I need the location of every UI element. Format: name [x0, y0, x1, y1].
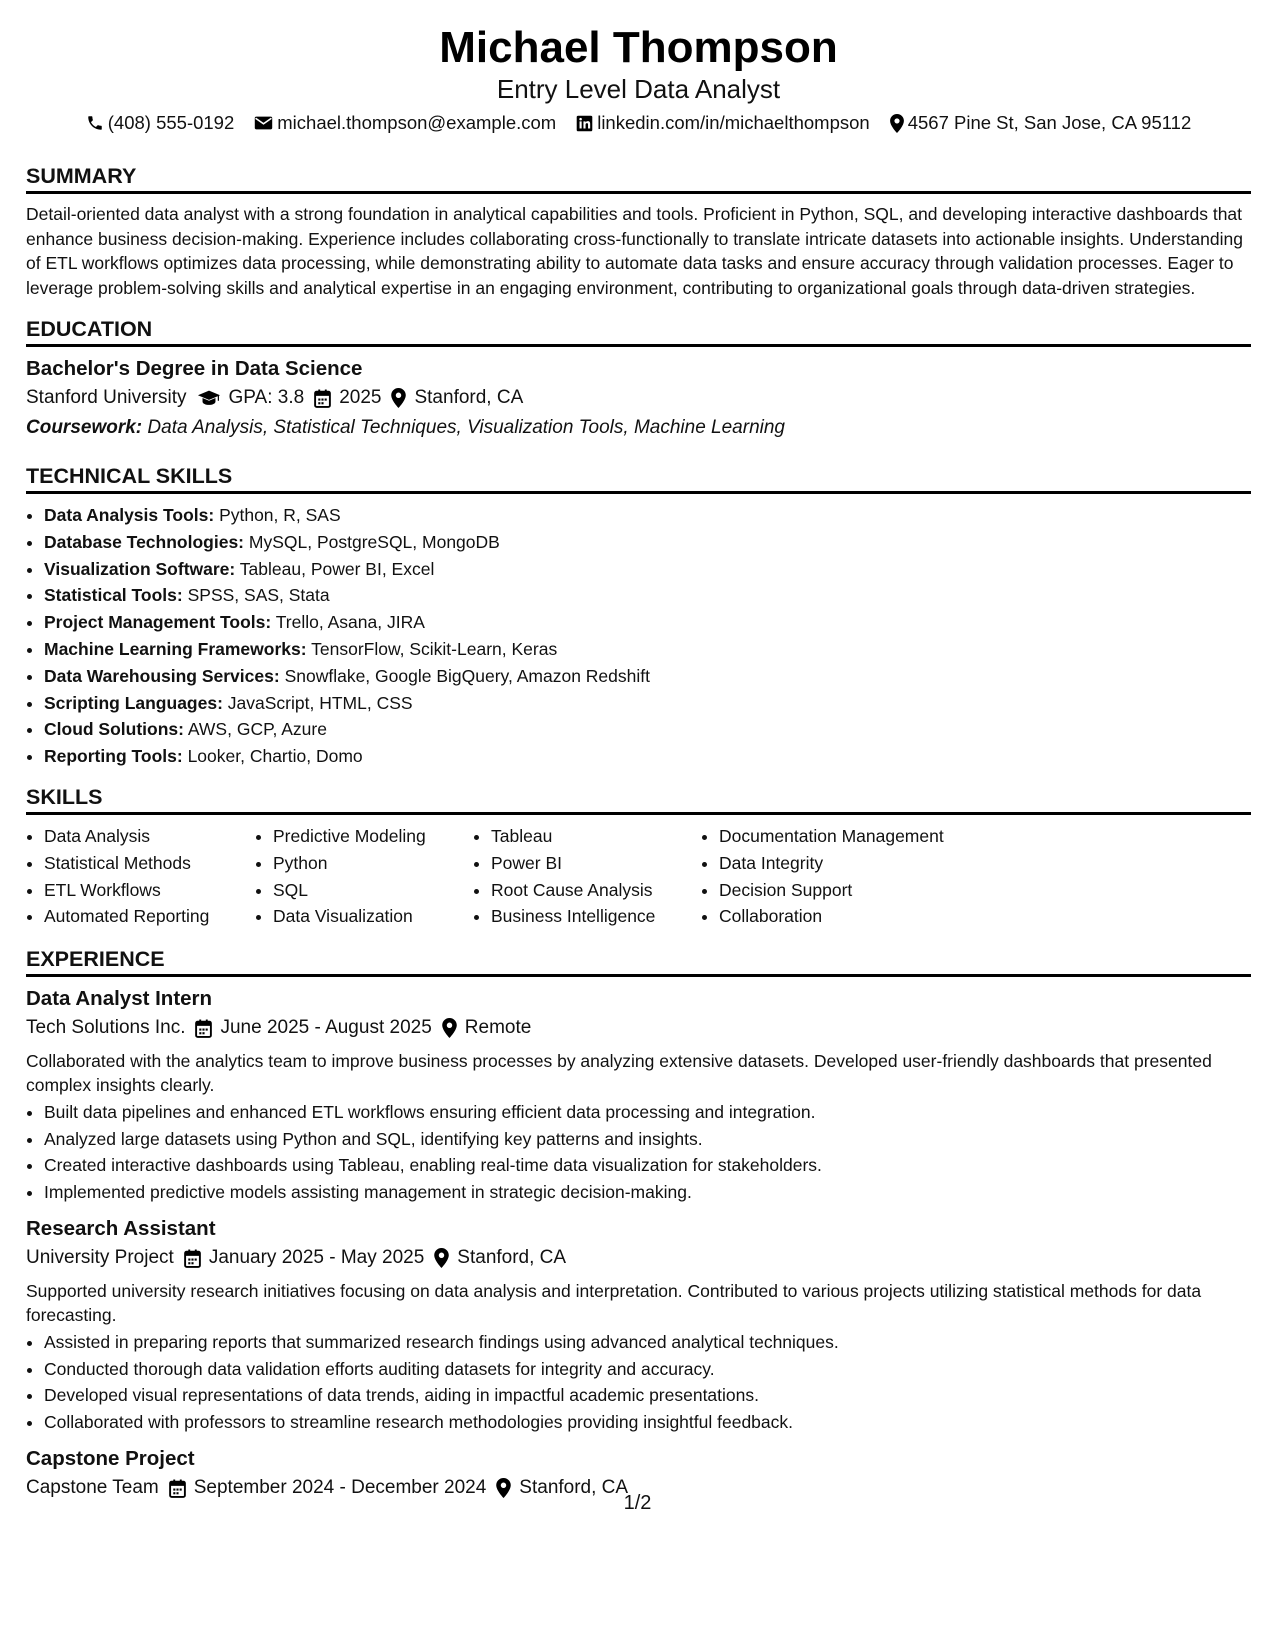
position-meta: [26, 1243, 1251, 1273]
linkedin-icon: [576, 115, 593, 132]
skills-column: [473, 823, 701, 930]
skill-values: JavaScript, HTML, CSS: [227, 692, 413, 713]
phone-icon: [86, 114, 104, 132]
coursework-label: Coursework:: [26, 417, 143, 438]
list-item: [44, 690, 1251, 717]
skill-values: AWS, GCP, Azure: [187, 719, 327, 740]
education-meta: [26, 383, 1251, 413]
technical-skills-list: [26, 502, 1251, 770]
contact-email[interactable]: [254, 111, 556, 135]
list-item: • Analyzed large datasets using Python and SQL, identifying key patterns and insights.: [44, 1126, 1251, 1153]
list-item: • Automated Reporting: [44, 903, 255, 930]
skills-column: [255, 823, 473, 930]
organization-name: Tech Solutions Inc.: [26, 1017, 186, 1039]
map-marker-icon: [442, 1018, 457, 1038]
skill-values: Tableau, Power BI, Excel: [239, 558, 435, 579]
envelope-icon: [254, 115, 273, 131]
page-number: 1/2: [623, 1492, 652, 1514]
experience-entry: [26, 985, 1251, 1205]
list-item: • Assisted in preparing reports that summarized research findings using advanced analytical techniques.: [44, 1329, 1251, 1356]
school-location: Stanford, CA: [414, 387, 524, 408]
organization-name: Capstone Team: [26, 1477, 159, 1499]
list-item: • SQL: [273, 877, 473, 904]
calendar-icon: [195, 1019, 212, 1038]
school-location-item: [391, 383, 523, 413]
position-dates: September 2024 - December 2024: [193, 1477, 487, 1499]
position-location: Remote: [464, 1017, 532, 1039]
list-item: • Python: [273, 850, 473, 877]
position-bullets: [26, 1329, 1251, 1435]
list-item: • Collaboration: [719, 903, 944, 930]
skill-category: Cloud Solutions:: [44, 719, 184, 740]
coursework-list: Data Analysis, Statistical Techniques, Visualization Tools, Machine Learning: [147, 417, 785, 438]
position-location: Stanford, CA: [519, 1477, 629, 1499]
summary-heading: SUMMARY: [26, 163, 1251, 194]
graduation-year-item: [314, 383, 381, 413]
map-marker-icon: [391, 388, 406, 408]
job-title: Entry Level Data Analyst: [496, 74, 781, 104]
list-item: • Developed visual representations of data trends, aiding in impactful academic presentations.: [44, 1382, 1251, 1409]
calendar-icon: [184, 1249, 201, 1268]
position-meta: [26, 1013, 1251, 1043]
candidate-name: Michael Thompson: [439, 23, 838, 72]
skill-category: Reporting Tools:: [44, 746, 183, 767]
coursework-line: [26, 413, 1251, 443]
skill-values: Snowflake, Google BigQuery, Amazon Redshift: [284, 665, 650, 686]
experience-entry: [26, 1215, 1251, 1435]
degree-title: Bachelor's Degree in Data Science: [26, 357, 363, 380]
list-item: • Created interactive dashboards using Tableau, enabling real-time data visualization for stakeholders.: [44, 1152, 1251, 1179]
gpa-text: GPA: 3.8: [228, 387, 305, 408]
list-item: • Data Integrity: [719, 850, 944, 877]
list-item: • Data Analysis: [44, 823, 255, 850]
position-title: Research Assistant: [26, 1217, 216, 1241]
map-marker-icon: [890, 114, 904, 133]
position-dates-item: [184, 1243, 424, 1273]
list-item: • Statistical Methods: [44, 850, 255, 877]
list-item: • Collaborated with professors to streamline research methodologies providing insightful feedback.: [44, 1409, 1251, 1436]
position-description: Supported university research initiatives focusing on data analysis and interpretation. Contributed to various projects utilizing statistical methods for data forecasting.: [26, 1281, 1202, 1326]
position-location-item: [434, 1243, 566, 1273]
calendar-icon: [314, 389, 331, 408]
skill-category: Data Analysis Tools:: [44, 505, 215, 525]
linkedin-text: linkedin.com/in/michaelthompson: [597, 112, 870, 133]
list-item: [44, 663, 1251, 690]
school-name: Stanford University: [26, 387, 187, 408]
contact-address: [890, 111, 1192, 135]
experience-heading: EXPERIENCE: [26, 946, 1251, 977]
address-text: 4567 Pine St, San Jose, CA 95112: [907, 112, 1192, 133]
position-description: Collaborated with the analytics team to improve business processes by analyzing extensive datasets. Developed user-friendly dashboards that presented complex insights clearly.: [26, 1051, 1212, 1096]
position-title: Data Analyst Intern: [26, 987, 213, 1011]
skill-values: SPSS, SAS, Stata: [187, 585, 330, 606]
list-item: • Root Cause Analysis: [491, 877, 701, 904]
organization-name: University Project: [26, 1247, 174, 1269]
list-item: • Business Intelligence: [491, 903, 701, 930]
skills-column: [26, 823, 255, 930]
position-title: Capstone Project: [26, 1447, 195, 1471]
list-item: • Power BI: [491, 850, 701, 877]
position-dates: January 2025 - May 2025: [208, 1247, 425, 1269]
skill-values: Trello, Asana, JIRA: [275, 612, 425, 633]
list-item: • Predictive Modeling: [273, 823, 473, 850]
list-item: • Implemented predictive models assisting management in strategic decision-making.: [44, 1179, 1251, 1206]
skill-values: TensorFlow, Scikit-Learn, Keras: [311, 638, 558, 659]
skill-category: Scripting Languages:: [44, 692, 223, 713]
list-item: [44, 636, 1251, 663]
skill-category: Project Management Tools:: [44, 612, 272, 633]
graduation-year: 2025: [339, 387, 382, 408]
list-item: [44, 743, 1251, 770]
technical-skills-heading: TECHNICAL SKILLS: [26, 463, 1251, 494]
resume-header: [26, 22, 1251, 135]
skill-category: Database Technologies:: [44, 531, 245, 552]
list-item: • Conducted thorough data validation efforts auditing datasets for integrity and accuracy.: [44, 1356, 1251, 1383]
list-item: [44, 609, 1251, 636]
skill-values: Looker, Chartio, Domo: [187, 746, 363, 767]
phone-text: (408) 555-0192: [107, 112, 235, 133]
list-item: • Data Visualization: [273, 903, 473, 930]
list-item: • Documentation Management: [719, 823, 944, 850]
list-item: • ETL Workflows: [44, 877, 255, 904]
list-item: • Decision Support: [719, 877, 944, 904]
skill-values: Python, R, SAS: [219, 505, 341, 525]
list-item: [44, 716, 1251, 743]
summary-text: Detail-oriented data analyst with a strong foundation in analytical capabilities and tools. Proficient in Python, SQL, and developing interactive dashboards that enhance business decision-making. Experience includes collaborating cross-functionally to translate intricate datasets into actionable insights. Understanding of ETL workflows optimizes data processing, while demonstrating ability to automate data tasks and ensure accuracy through validation processes. Eager to leverage problem-solving skills and analytical expertise in an engaging environment, contributing to organizational goals through data-driven strategies.: [26, 204, 1243, 298]
contact-linkedin[interactable]: [576, 111, 870, 135]
position-location: Stanford, CA: [457, 1247, 567, 1269]
skill-category: Data Warehousing Services:: [44, 665, 280, 686]
skills-column: [701, 823, 944, 930]
map-marker-icon: [434, 1248, 449, 1268]
skill-values: MySQL, PostgreSQL, MongoDB: [248, 531, 500, 552]
graduation-cap-icon: [197, 389, 221, 407]
position-dates-item: [195, 1013, 431, 1043]
education-heading: EDUCATION: [26, 316, 1251, 347]
position-location-item: [442, 1013, 532, 1043]
position-dates: June 2025 - August 2025: [220, 1017, 432, 1039]
email-text: michael.thompson@example.com: [277, 112, 557, 133]
list-item: [44, 556, 1251, 583]
skills-heading: SKILLS: [26, 784, 1251, 815]
list-item: • Tableau: [491, 823, 701, 850]
position-bullets: [26, 1099, 1251, 1205]
list-item: [44, 529, 1251, 556]
contact-row: [26, 111, 1251, 135]
skill-category: Machine Learning Frameworks:: [44, 638, 307, 659]
list-item: • Built data pipelines and enhanced ETL workflows ensuring efficient data processing and integration.: [44, 1099, 1251, 1126]
skill-category: Visualization Software:: [44, 558, 236, 579]
resume-page: [26, 0, 1251, 1513]
list-item: [44, 502, 1251, 529]
contact-phone[interactable]: [86, 111, 235, 135]
list-item: [44, 582, 1251, 609]
gpa-item: [197, 383, 305, 413]
skill-category: Statistical Tools:: [44, 585, 183, 606]
skills-grid: [26, 823, 1251, 930]
